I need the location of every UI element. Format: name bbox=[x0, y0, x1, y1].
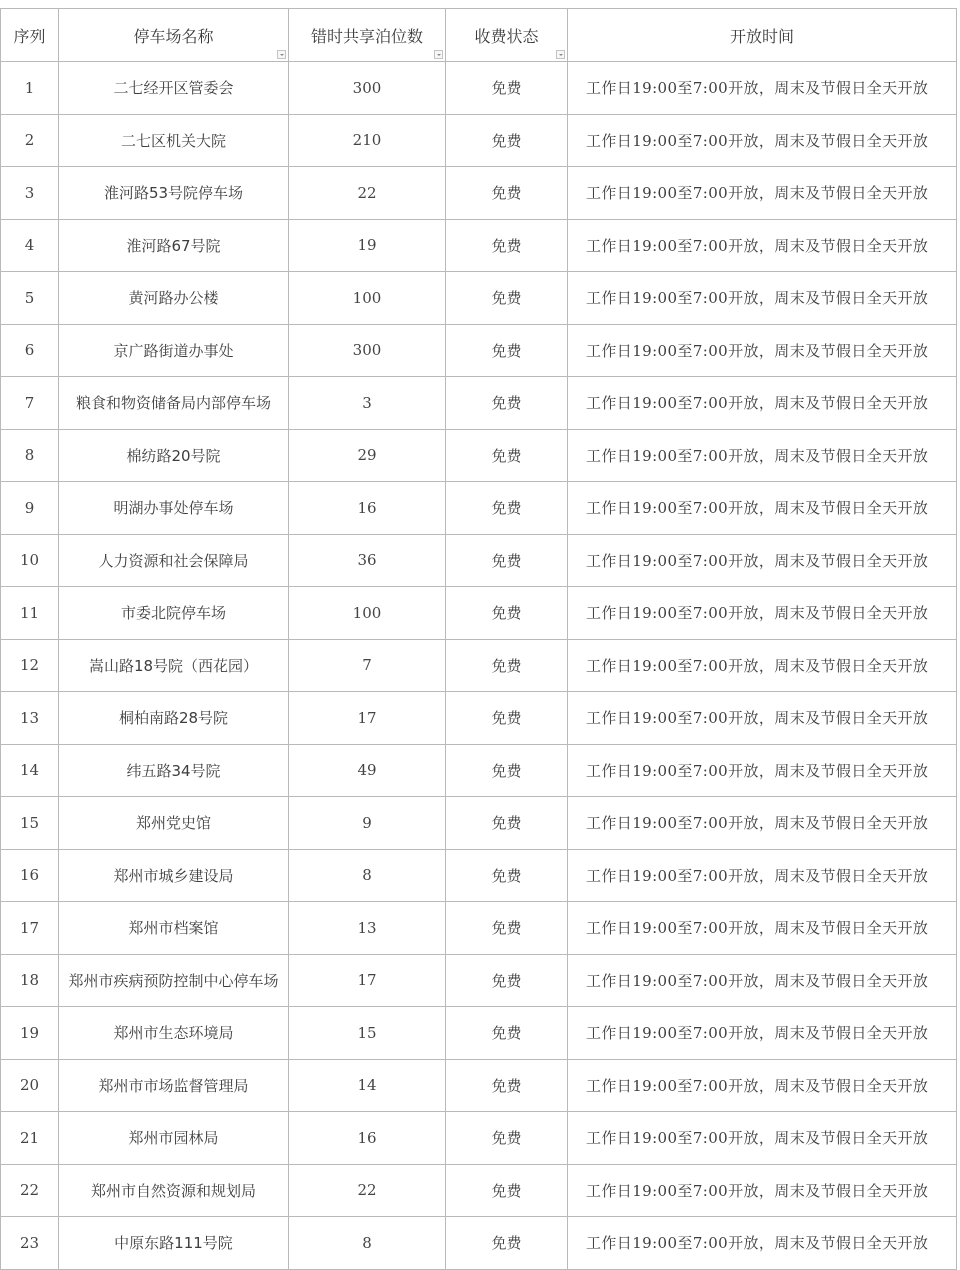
cell-fee: 免费 bbox=[446, 744, 568, 797]
cell-time: 工作日19:00至7:00开放，周末及节假日全天开放 bbox=[568, 587, 957, 640]
cell-time: 工作日19:00至7:00开放，周末及节假日全天开放 bbox=[568, 62, 957, 115]
cell-fee: 免费 bbox=[446, 797, 568, 850]
cell-fee: 免费 bbox=[446, 377, 568, 430]
cell-spaces: 210 bbox=[289, 114, 446, 167]
cell-fee: 免费 bbox=[446, 1164, 568, 1217]
cell-name: 郑州市生态环境局 bbox=[59, 1007, 289, 1060]
table-body bbox=[1, 62, 957, 1270]
parking-table bbox=[0, 8, 957, 1270]
cell-fee: 免费 bbox=[446, 1217, 568, 1270]
table-row bbox=[1, 902, 957, 955]
cell-time: 工作日19:00至7:00开放，周末及节假日全天开放 bbox=[568, 429, 957, 482]
cell-seq: 9 bbox=[1, 482, 59, 535]
cell-time: 工作日19:00至7:00开放，周末及节假日全天开放 bbox=[568, 114, 957, 167]
cell-time: 工作日19:00至7:00开放，周末及节假日全天开放 bbox=[568, 324, 957, 377]
cell-time: 工作日19:00至7:00开放，周末及节假日全天开放 bbox=[568, 482, 957, 535]
cell-spaces: 8 bbox=[289, 849, 446, 902]
cell-spaces: 100 bbox=[289, 587, 446, 640]
cell-name: 郑州市园林局 bbox=[59, 1112, 289, 1165]
table-row bbox=[1, 692, 957, 745]
cell-name: 人力资源和社会保障局 bbox=[59, 534, 289, 587]
cell-spaces: 300 bbox=[289, 62, 446, 115]
header-spaces-label: 错时共享泊位数 bbox=[310, 26, 423, 46]
cell-name: 二七区机关大院 bbox=[59, 114, 289, 167]
cell-time: 工作日19:00至7:00开放，周末及节假日全天开放 bbox=[568, 954, 957, 1007]
cell-time: 工作日19:00至7:00开放，周末及节假日全天开放 bbox=[568, 1112, 957, 1165]
cell-name: 郑州市疾病预防控制中心停车场 bbox=[59, 954, 289, 1007]
cell-seq: 12 bbox=[1, 639, 59, 692]
cell-time: 工作日19:00至7:00开放，周末及节假日全天开放 bbox=[568, 744, 957, 797]
cell-seq: 15 bbox=[1, 797, 59, 850]
cell-time: 工作日19:00至7:00开放，周末及节假日全天开放 bbox=[568, 1007, 957, 1060]
header-row bbox=[1, 9, 957, 62]
cell-name: 郑州市市场监督管理局 bbox=[59, 1059, 289, 1112]
cell-fee: 免费 bbox=[446, 534, 568, 587]
table-row bbox=[1, 167, 957, 220]
cell-name: 明湖办事处停车场 bbox=[59, 482, 289, 535]
filter-dropdown-icon[interactable] bbox=[556, 50, 565, 59]
cell-time: 工作日19:00至7:00开放，周末及节假日全天开放 bbox=[568, 849, 957, 902]
cell-spaces: 13 bbox=[289, 902, 446, 955]
cell-name: 黄河路办公楼 bbox=[59, 272, 289, 325]
cell-name: 中原东路111号院 bbox=[59, 1217, 289, 1270]
cell-seq: 1 bbox=[1, 62, 59, 115]
filter-dropdown-icon[interactable] bbox=[277, 50, 286, 59]
cell-seq: 6 bbox=[1, 324, 59, 377]
cell-name: 二七经开区管委会 bbox=[59, 62, 289, 115]
header-fee bbox=[446, 9, 568, 62]
cell-spaces: 16 bbox=[289, 1112, 446, 1165]
cell-name: 郑州市档案馆 bbox=[59, 902, 289, 955]
cell-time: 工作日19:00至7:00开放，周末及节假日全天开放 bbox=[568, 797, 957, 850]
cell-spaces: 22 bbox=[289, 1164, 446, 1217]
table-row bbox=[1, 534, 957, 587]
header-time-label: 开放时间 bbox=[729, 26, 794, 46]
cell-fee: 免费 bbox=[446, 429, 568, 482]
cell-spaces: 300 bbox=[289, 324, 446, 377]
cell-name: 纬五路34号院 bbox=[59, 744, 289, 797]
table-row bbox=[1, 1164, 957, 1217]
cell-fee: 免费 bbox=[446, 114, 568, 167]
table-row bbox=[1, 1217, 957, 1270]
cell-fee: 免费 bbox=[446, 849, 568, 902]
cell-spaces: 29 bbox=[289, 429, 446, 482]
table-row bbox=[1, 1059, 957, 1112]
cell-time: 工作日19:00至7:00开放，周末及节假日全天开放 bbox=[568, 377, 957, 430]
cell-seq: 19 bbox=[1, 1007, 59, 1060]
cell-fee: 免费 bbox=[446, 62, 568, 115]
cell-seq: 22 bbox=[1, 1164, 59, 1217]
table-row bbox=[1, 272, 957, 325]
cell-name: 郑州市自然资源和规划局 bbox=[59, 1164, 289, 1217]
cell-seq: 20 bbox=[1, 1059, 59, 1112]
cell-fee: 免费 bbox=[446, 167, 568, 220]
table-row bbox=[1, 849, 957, 902]
cell-fee: 免费 bbox=[446, 587, 568, 640]
table-row bbox=[1, 324, 957, 377]
cell-seq: 5 bbox=[1, 272, 59, 325]
header-time bbox=[568, 9, 957, 62]
cell-time: 工作日19:00至7:00开放，周末及节假日全天开放 bbox=[568, 692, 957, 745]
header-name bbox=[59, 9, 289, 62]
cell-spaces: 7 bbox=[289, 639, 446, 692]
cell-fee: 免费 bbox=[446, 692, 568, 745]
cell-seq: 18 bbox=[1, 954, 59, 1007]
table-row bbox=[1, 797, 957, 850]
cell-name: 郑州市城乡建设局 bbox=[59, 849, 289, 902]
cell-seq: 13 bbox=[1, 692, 59, 745]
cell-name: 郑州党史馆 bbox=[59, 797, 289, 850]
cell-seq: 11 bbox=[1, 587, 59, 640]
cell-fee: 免费 bbox=[446, 639, 568, 692]
cell-spaces: 17 bbox=[289, 692, 446, 745]
cell-fee: 免费 bbox=[446, 1112, 568, 1165]
header-spaces bbox=[289, 9, 446, 62]
header-name-label: 停车场名称 bbox=[133, 26, 214, 46]
table-row bbox=[1, 377, 957, 430]
cell-seq: 2 bbox=[1, 114, 59, 167]
table-row bbox=[1, 587, 957, 640]
table-row bbox=[1, 62, 957, 115]
cell-fee: 免费 bbox=[446, 1059, 568, 1112]
cell-seq: 3 bbox=[1, 167, 59, 220]
cell-fee: 免费 bbox=[446, 954, 568, 1007]
filter-dropdown-icon[interactable] bbox=[434, 50, 443, 59]
cell-spaces: 22 bbox=[289, 167, 446, 220]
cell-spaces: 36 bbox=[289, 534, 446, 587]
table-row bbox=[1, 744, 957, 797]
cell-spaces: 9 bbox=[289, 797, 446, 850]
cell-fee: 免费 bbox=[446, 219, 568, 272]
cell-name: 淮河路53号院停车场 bbox=[59, 167, 289, 220]
header-fee-label: 收费状态 bbox=[474, 26, 539, 46]
table-row bbox=[1, 954, 957, 1007]
cell-spaces: 100 bbox=[289, 272, 446, 325]
cell-name: 棉纺路20号院 bbox=[59, 429, 289, 482]
cell-spaces: 17 bbox=[289, 954, 446, 1007]
cell-name: 粮食和物资储备局内部停车场 bbox=[59, 377, 289, 430]
cell-spaces: 8 bbox=[289, 1217, 446, 1270]
cell-seq: 23 bbox=[1, 1217, 59, 1270]
table-row bbox=[1, 639, 957, 692]
cell-spaces: 19 bbox=[289, 219, 446, 272]
table-row bbox=[1, 429, 957, 482]
table-row bbox=[1, 1112, 957, 1165]
cell-fee: 免费 bbox=[446, 272, 568, 325]
cell-seq: 17 bbox=[1, 902, 59, 955]
cell-fee: 免费 bbox=[446, 324, 568, 377]
table-row bbox=[1, 219, 957, 272]
cell-time: 工作日19:00至7:00开放，周末及节假日全天开放 bbox=[568, 1164, 957, 1217]
header-seq bbox=[1, 9, 59, 62]
cell-fee: 免费 bbox=[446, 482, 568, 535]
cell-seq: 14 bbox=[1, 744, 59, 797]
table-header bbox=[1, 9, 957, 62]
cell-name: 桐柏南路28号院 bbox=[59, 692, 289, 745]
cell-time: 工作日19:00至7:00开放，周末及节假日全天开放 bbox=[568, 1217, 957, 1270]
cell-time: 工作日19:00至7:00开放，周末及节假日全天开放 bbox=[568, 902, 957, 955]
cell-seq: 16 bbox=[1, 849, 59, 902]
cell-name: 淮河路67号院 bbox=[59, 219, 289, 272]
cell-time: 工作日19:00至7:00开放，周末及节假日全天开放 bbox=[568, 219, 957, 272]
cell-seq: 8 bbox=[1, 429, 59, 482]
cell-name: 嵩山路18号院（西花园） bbox=[59, 639, 289, 692]
header-seq-label: 序列 bbox=[13, 26, 46, 46]
cell-spaces: 16 bbox=[289, 482, 446, 535]
cell-spaces: 3 bbox=[289, 377, 446, 430]
cell-time: 工作日19:00至7:00开放，周末及节假日全天开放 bbox=[568, 167, 957, 220]
cell-time: 工作日19:00至7:00开放，周末及节假日全天开放 bbox=[568, 1059, 957, 1112]
cell-time: 工作日19:00至7:00开放，周末及节假日全天开放 bbox=[568, 272, 957, 325]
cell-name: 市委北院停车场 bbox=[59, 587, 289, 640]
cell-fee: 免费 bbox=[446, 1007, 568, 1060]
cell-seq: 4 bbox=[1, 219, 59, 272]
table-row bbox=[1, 1007, 957, 1060]
cell-spaces: 14 bbox=[289, 1059, 446, 1112]
cell-spaces: 49 bbox=[289, 744, 446, 797]
table-row bbox=[1, 114, 957, 167]
table-row bbox=[1, 482, 957, 535]
cell-seq: 21 bbox=[1, 1112, 59, 1165]
cell-fee: 免费 bbox=[446, 902, 568, 955]
cell-seq: 7 bbox=[1, 377, 59, 430]
cell-time: 工作日19:00至7:00开放，周末及节假日全天开放 bbox=[568, 534, 957, 587]
cell-name: 京广路街道办事处 bbox=[59, 324, 289, 377]
cell-spaces: 15 bbox=[289, 1007, 446, 1060]
cell-time: 工作日19:00至7:00开放，周末及节假日全天开放 bbox=[568, 639, 957, 692]
cell-seq: 10 bbox=[1, 534, 59, 587]
